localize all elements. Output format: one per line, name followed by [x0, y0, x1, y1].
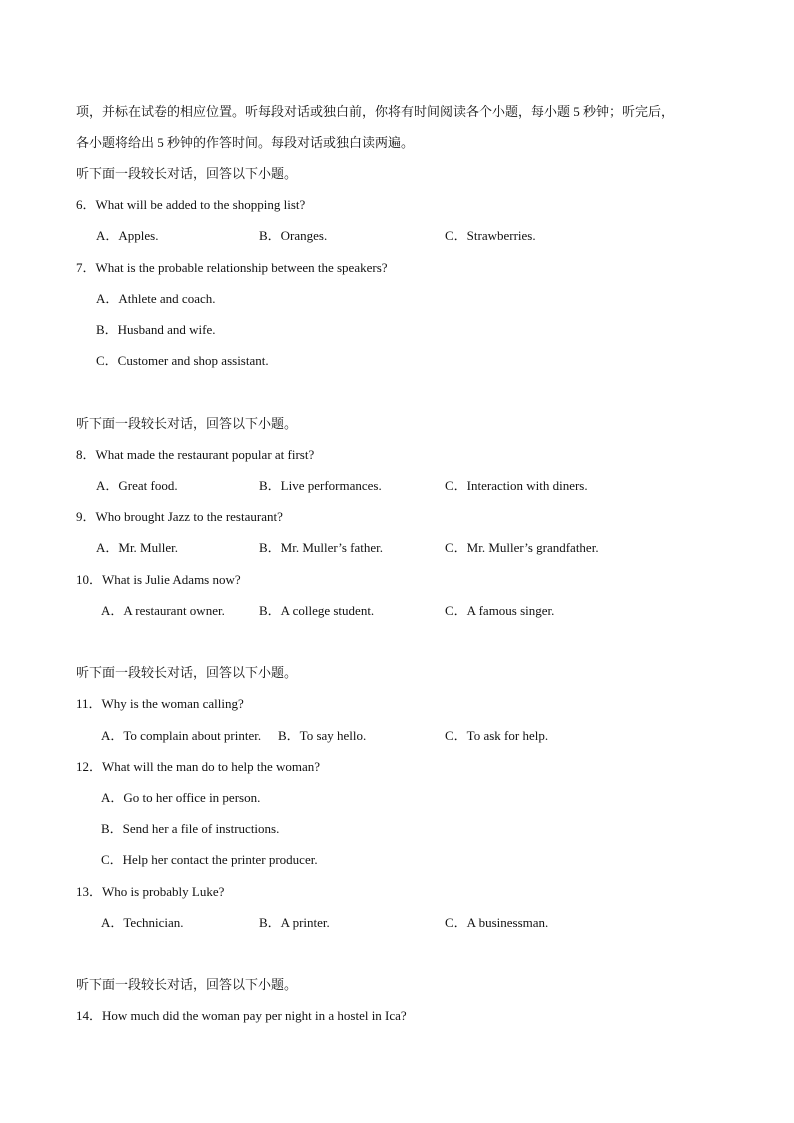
question-11: 11．Why is the woman calling? [76, 696, 244, 711]
q11-option-b: B．To say hello. [278, 728, 367, 743]
q13-option-b: B．A printer. [259, 915, 330, 930]
q7-option-b: B．Husband and wife. [96, 322, 216, 337]
q6-option-b: B．Oranges. [259, 228, 328, 243]
q9-option-a: A．Mr. Muller. [96, 540, 178, 555]
section-instruction: 听下面一段较长对话，回答以下小题。 [76, 977, 298, 992]
q8-option-b: B．Live performances. [259, 478, 382, 493]
q13-option-a: A．Technician. [101, 915, 184, 930]
q12-option-b: B．Send her a file of instructions. [101, 821, 280, 836]
q11-option-c: C．To ask for help. [445, 728, 549, 743]
q12-option-a: A．Go to her office in person. [101, 790, 261, 805]
q6-option-c: C．Strawberries. [445, 228, 536, 243]
question-12: 12．What will the man do to help the woman? [76, 759, 321, 774]
q6-option-a: A．Apples. [96, 228, 159, 243]
question-13: 13．Who is probably Luke? [76, 884, 225, 899]
q10-option-c: C．A famous singer. [445, 603, 555, 618]
question-7: 7．What is the probable relationship between the speakers? [76, 260, 388, 275]
question-14: 14．How much did the woman pay per night in a hostel in Ica? [76, 1008, 407, 1023]
q9-option-c: C．Mr. Muller’s grandfather. [445, 540, 599, 555]
question-10: 10．What is Julie Adams now? [76, 572, 241, 587]
question-8: 8．What made the restaurant popular at first? [76, 447, 315, 462]
q11-option-a: A．To complain about printer. [101, 728, 262, 743]
q8-option-c: C．Interaction with diners. [445, 478, 588, 493]
q7-option-c: C．Customer and shop assistant. [96, 353, 269, 368]
q13-option-c: C．A businessman. [445, 915, 549, 930]
q10-option-a: A．A restaurant owner. [101, 603, 225, 618]
q7-option-a: A．Athlete and coach. [96, 291, 216, 306]
intro-line-1: 项，并标在试卷的相应位置。听每段对话或独白前，你将有时间阅读各个小题，每小题 5 秒钟；听完后， [76, 104, 675, 119]
section-instruction: 听下面一段较长对话，回答以下小题。 [76, 166, 298, 181]
q9-option-b: B．Mr. Muller’s father. [259, 540, 383, 555]
question-9: 9．Who brought Jazz to the restaurant? [76, 509, 283, 524]
section-instruction: 听下面一段较长对话，回答以下小题。 [76, 665, 298, 680]
q8-option-a: A．Great food. [96, 478, 178, 493]
intro-line-2: 各小题将给出 5 秒钟的作答时间。每段对话或独白读两遍。 [76, 135, 415, 150]
q12-option-c: C．Help her contact the printer producer. [101, 852, 318, 867]
q10-option-b: B．A college student. [259, 603, 375, 618]
section-instruction: 听下面一段较长对话，回答以下小题。 [76, 416, 298, 431]
question-6: 6．What will be added to the shopping list? [76, 197, 306, 212]
